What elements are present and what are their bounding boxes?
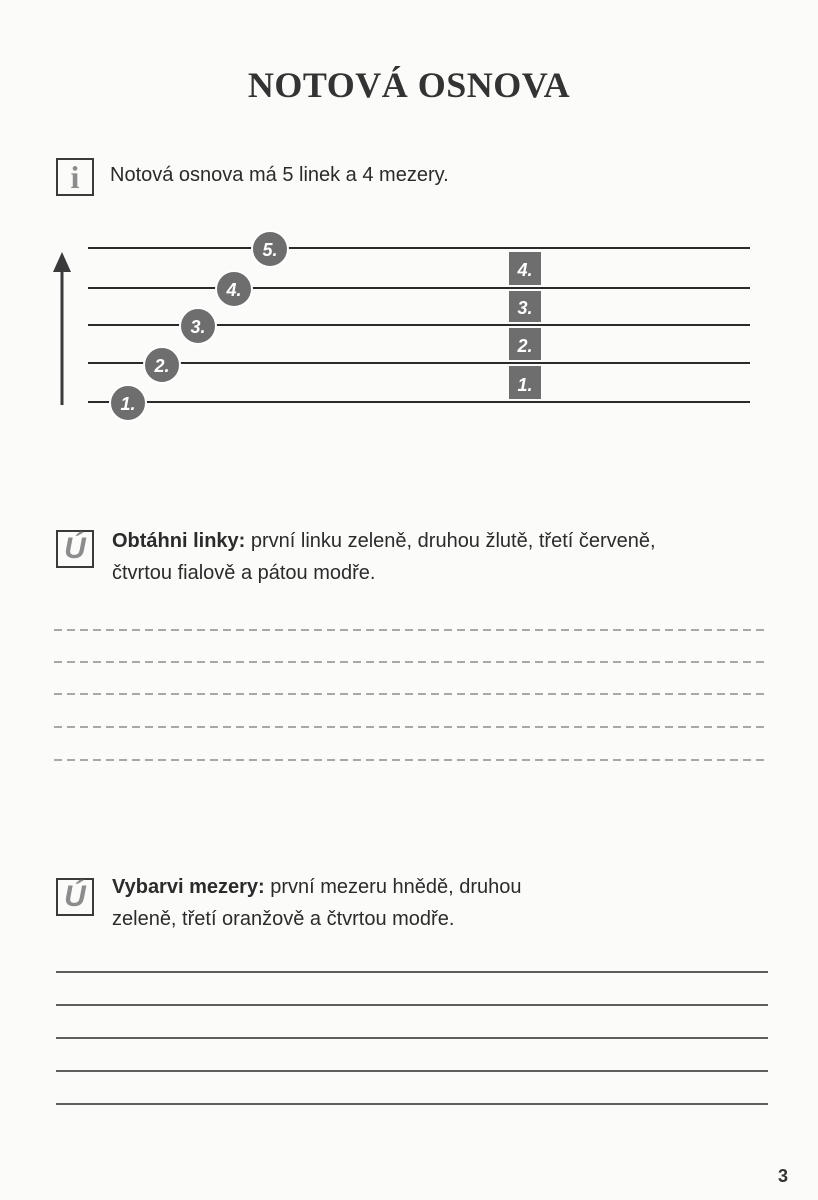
task1-rest: první linku zeleně, druhou žlutě, třetí červeně, (245, 530, 656, 552)
line-badge-4 (216, 271, 252, 307)
line-badge-label: 4. (226, 280, 242, 300)
info-icon: i (56, 158, 94, 196)
info-text: Notová osnova má 5 linek a 4 mezery. (110, 164, 449, 186)
space-block-label: 3. (517, 298, 533, 318)
line-badge-5 (252, 231, 288, 267)
space-block-label: 1. (517, 375, 533, 395)
line-badge-label: 1. (120, 394, 136, 414)
line-badge-3 (180, 308, 216, 344)
task-icon: Ú (56, 530, 94, 568)
space-block-2 (509, 328, 541, 360)
space-block-1 (509, 366, 541, 399)
line-badge-2 (144, 347, 180, 383)
task1-line2: čtvrtou fialově a pátou modře. (112, 562, 376, 584)
space-block-3 (509, 291, 541, 322)
task1-bold: Obtáhni linky: (112, 530, 246, 552)
task2-line1 (112, 872, 522, 902)
arrow-head-icon (53, 252, 71, 272)
space-block-4 (509, 252, 541, 285)
space-block-label: 4. (517, 260, 533, 280)
task2-line2: zeleně, třetí oranžově a čtvrtou modře. (112, 908, 455, 930)
task-icon: Ú (56, 878, 94, 916)
solid-practice-staff (56, 972, 768, 1104)
page-title: NOTOVÁ OSNOVA (247, 65, 571, 105)
task1-line1 (112, 526, 656, 556)
line-badge-label: 2. (154, 356, 170, 376)
task2-rest: první mezeru hnědě, druhou (264, 876, 522, 898)
dashed-practice-lines (54, 630, 768, 760)
line-badge-label: 5. (262, 240, 278, 260)
line-badge-1 (110, 385, 146, 421)
task2-bold: Vybarvi mezery: (112, 876, 265, 898)
page-number: 3 (777, 1166, 788, 1186)
line-badge-label: 3. (190, 317, 206, 337)
space-block-label: 2. (517, 336, 533, 356)
